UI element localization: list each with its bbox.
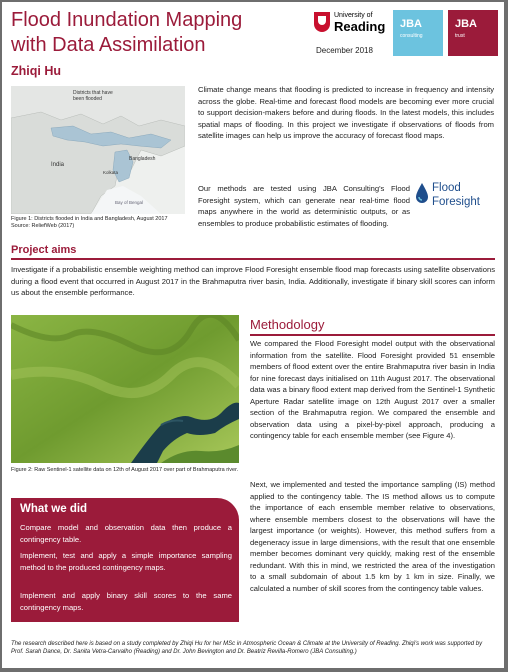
- methodology-heading: Methodology: [250, 317, 325, 332]
- figure1-caption: Figure 1: Districts flooded in India and Bangladesh, August 2017 Source: ReliefWeb (2017): [11, 216, 168, 229]
- author-name: Zhiqi Hu: [11, 64, 61, 78]
- methodology-rule: [250, 334, 495, 336]
- satellite-graphic: [11, 315, 239, 463]
- flood-foresight-logo: Flood Foresight: [414, 180, 502, 214]
- footer-acknowledgement: The research described here is based on a study completed by Zhiqi Hu for her MSc in Atmospheric Ocean & Climate at the University of Reading. Zhiqi's work was supported by Prof. Sarah Dance, Dr. Sanita Vetra-Carvalho (Reading) and Dr. John Bevington and Dr. Beatriz Revilla-Romero (JBA Consulting.): [11, 641, 483, 655]
- project-aims-text: Investigate if a probabilistic ensemble weighting method can improve Flood Foresight ensemble flood map forecasts using satellite observations during a flood event that occurred in August 2017 in the Brahmaputra river basin, India. Additionally, investigate if binary skill scores can inform us about the ensemble performance.: [11, 265, 495, 297]
- list-item: Implement, test and apply a simple importance sampling method to the produced contingency maps.: [20, 551, 232, 572]
- what-we-did-box: [11, 498, 239, 622]
- sentinel-satellite-image: [11, 315, 239, 463]
- crest-icon: [314, 12, 330, 32]
- project-aims-rule: [11, 258, 495, 260]
- list-item: Implement and apply binary skill scores to the same contingency maps.: [20, 591, 232, 612]
- intro-paragraph-1: Climate change means that flooding is predicted to increase in frequency and intensity across the globe. Real-time and forecast flood models are becoming ever more crucial to support decision-makers before and during floods. In the latest models, this includes spatial maps of flooding. In this project we investigate if observations of floods from satellite images can help us improve the accuracy of forecast flood maps.: [198, 85, 494, 140]
- figure2-caption: Figure 2: Raw Sentinel-1 satellite data on 12th of August 2017 over part of Brahmaputra river.: [11, 467, 239, 473]
- poster-title: Flood Inundation Mapping with Data Assimilation: [11, 9, 243, 56]
- intro-paragraph-2: Our methods are tested using JBA Consulting's Flood Foresight system, which can generate near real-time flood maps anywhere in the world as deterministic outputs, or as ensembles to produce probabilistic estimates of flooding.: [198, 184, 410, 228]
- map-label-kolkata: Kolkata: [103, 170, 119, 175]
- university-of-reading-logo: University of Reading: [314, 8, 388, 42]
- map-graphic: [11, 86, 185, 214]
- water-drop-icon: [414, 182, 430, 204]
- methodology-paragraph-1: We compared the Flood Foresight model output with the observational information from the satellite. Flood Foresight provided 51 ensemble members of flood extent over the entire Brahmaputra river basin in India for nine forecast days initialised on 11th August 2017. The observational data was a binary flood extent map derived from the Sentinel-1 Synthetic Aperture Radar satellite image on 12th August 2017 over a smaller section of the Brahmaputra region. We compared the ensemble and observation data using a pixel-by-pixel approach, producing a contingency table for each ensemble member (see Figure 4).: [250, 339, 495, 440]
- map-label-bangladesh: Bangladesh: [129, 156, 156, 162]
- methodology-paragraph-2: Next, we implemented and tested the importance sampling (IS) method applied to the contingency table. The IS method allows us to compute the importance of each ensemble member relative to observations, where ensemble members closest to the observations will have the largest importance (or weights). However, this method suffers from a degeneracy issue in large dimensions, with the result that one ensemble member becomes dominant very quickly, making rest of the ensemble redundant. With this in mind, we restricted the area of the investigation to a small subdomain of about 1.5 km by 1 km in size. Finally, we calculated a number of skill scores from the contingency table values.: [250, 480, 495, 593]
- jba-consulting-logo: JBA consulting: [393, 10, 443, 56]
- map-label-india: India: [51, 162, 65, 168]
- poster-page: [2, 2, 504, 668]
- project-aims-heading: Project aims: [11, 244, 77, 256]
- flood-districts-map: [11, 86, 185, 214]
- list-item: Compare model and observation data then produce a contingency table.: [20, 523, 232, 544]
- jba-trust-logo: JBA trust: [448, 10, 498, 56]
- poster-date: December 2018: [316, 46, 373, 55]
- what-we-did-heading: What we did: [20, 503, 88, 515]
- map-label-bay: Bay of Bengal: [115, 200, 144, 205]
- map-legend: Districts that have been flooded: [73, 90, 113, 102]
